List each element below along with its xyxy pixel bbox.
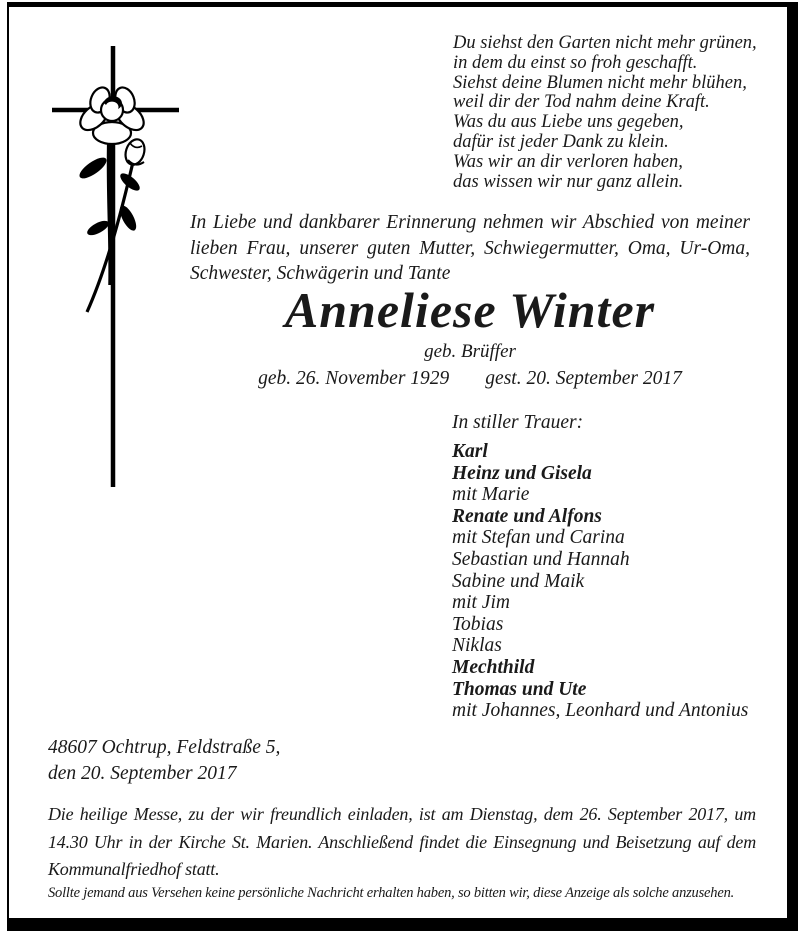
mourner-line: mit Jim (452, 592, 510, 614)
mourners-list (452, 441, 748, 722)
maiden-name: geb. Brüffer (424, 341, 516, 362)
mourner-line: mit Johannes, Leonhard und Antonius (452, 700, 749, 722)
cross-with-roses-icon (38, 40, 203, 492)
poem-line: weil dir der Tod nahm deine Kraft. (453, 92, 710, 113)
memorial-poem (453, 34, 757, 192)
apology-notice: Sollte jemand aus Versehen keine persönliche Nachricht erhalten haben, so bitten wir, diese Anzeige als solche anzusehen. (48, 885, 735, 901)
mourner-line: Heinz und Gisela (452, 462, 592, 484)
poem-line: das wissen wir nur ganz allein. (453, 171, 684, 192)
service-announcement: Die heilige Messe, zu der wir freundlich einladen, ist am Dienstag, dem 26. September 2017, um 14.30 Uhr in der Kirche St. Marien. Anschließend findet die Einsegnung und Beisetzung auf dem Kommunalfriedhof statt. (48, 804, 756, 879)
death-date: gest. 20. September 2017 (485, 368, 682, 389)
poem-line: Du siehst den Garten nicht mehr grünen, (453, 33, 757, 53)
poem-line: Was wir an dir verloren haben, (453, 151, 683, 172)
date-line: den 20. September 2017 (48, 763, 237, 784)
mourner-line: Karl (452, 441, 488, 462)
deceased-name: Anneliese Winter (284, 282, 656, 338)
birth-date: geb. 26. November 1929 (258, 368, 450, 389)
mourner-line: Tobias (452, 613, 504, 635)
poem-line: in dem du einst so froh geschafft. (453, 52, 698, 73)
mourner-line: Sebastian und Hannah (452, 548, 630, 570)
mourner-line: Mechthild (452, 656, 535, 678)
address-line: 48607 Ochtrup, Feldstraße 5, (48, 737, 281, 758)
mourning-heading: In stiller Trauer: (452, 412, 584, 433)
mourner-line: Thomas und Ute (452, 678, 587, 700)
intro-paragraph: In Liebe und dankbarer Erinnerung nehmen wir Abschied von meiner lieben Frau, unserer guten Mutter, Schwiegermutter, Oma, Ur-Oma, Schwester, Schwägerin und Tante (190, 212, 750, 284)
life-dates (190, 368, 750, 390)
poem-line: dafür ist jeder Dank zu klein. (453, 131, 669, 152)
poem-line: Was du aus Liebe uns gegeben, (453, 112, 684, 133)
mourner-line: mit Marie (452, 484, 530, 506)
address-block (48, 735, 280, 787)
mourner-line: Renate und Alfons (452, 505, 602, 527)
mourner-line: mit Stefan und Carina (452, 527, 625, 549)
mourner-line: Niklas (452, 635, 502, 657)
mourner-line: Sabine und Maik (452, 570, 585, 592)
poem-line: Siehst deine Blumen nicht mehr blühen, (453, 72, 747, 93)
